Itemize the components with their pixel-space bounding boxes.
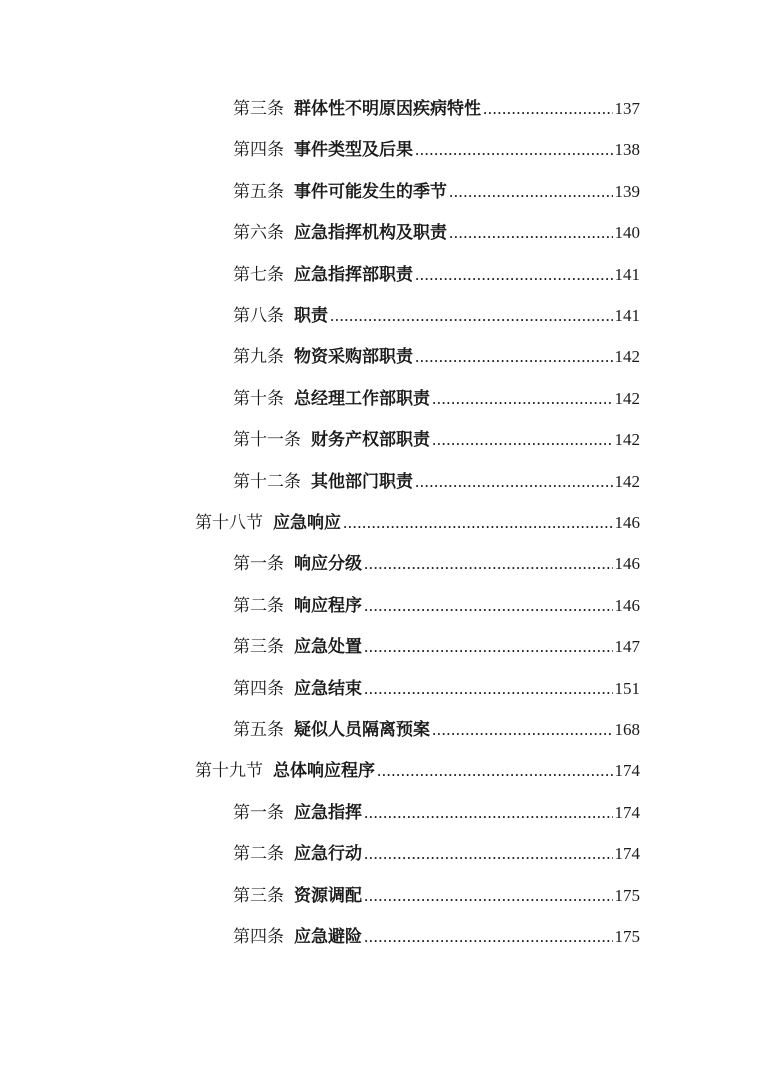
toc-entry-page-number: 141 xyxy=(614,264,640,284)
toc-article-entry[interactable] xyxy=(233,800,640,826)
dot-leader xyxy=(415,137,613,163)
toc-entry-number: 第六条 xyxy=(233,223,284,244)
toc-entry-title: 疑似人员隔离预案 xyxy=(294,720,430,740)
toc-entry-number: 第七条 xyxy=(233,264,284,285)
toc-article-entry[interactable] xyxy=(233,717,640,743)
toc-entry-number: 第三条 xyxy=(233,885,284,906)
toc-article-entry[interactable] xyxy=(233,179,640,205)
toc-entry-page-number: 174 xyxy=(614,844,640,864)
toc-entry-title: 应急指挥机构及职责 xyxy=(294,223,447,244)
toc-article-entry[interactable] xyxy=(233,386,640,412)
toc-entry-title: 资源调配 xyxy=(294,885,362,906)
toc-entry-title: 应急指挥部职责 xyxy=(294,264,413,285)
toc-article-entry[interactable] xyxy=(233,469,640,495)
toc-article-entry[interactable] xyxy=(233,634,640,660)
toc-article-entry[interactable] xyxy=(233,924,640,950)
toc-entry-title: 群体性不明原因疾病特性 xyxy=(294,99,481,119)
dot-leader xyxy=(415,262,613,288)
toc-entry-number: 第十二条 xyxy=(233,471,301,492)
toc-entry-page-number: 142 xyxy=(614,471,640,491)
toc-entry-title: 总经理工作部职责 xyxy=(294,388,430,409)
dot-leader xyxy=(364,676,613,702)
dot-leader xyxy=(364,800,613,826)
toc-article-entry[interactable] xyxy=(233,303,640,329)
toc-entry-number: 第二条 xyxy=(233,595,284,616)
toc-entry-title: 其他部门职责 xyxy=(311,471,413,492)
dot-leader xyxy=(364,924,613,950)
dot-leader xyxy=(364,551,613,577)
toc-entry-page-number: 142 xyxy=(614,388,640,408)
toc-entry-page-number: 139 xyxy=(614,181,640,201)
toc-entry-page-number: 151 xyxy=(614,678,640,698)
toc-article-entry[interactable] xyxy=(233,841,640,867)
toc-entry-page-number: 141 xyxy=(614,306,640,325)
toc-entry-title: 响应分级 xyxy=(294,554,362,575)
toc-entry-title: 应急指挥 xyxy=(294,802,362,823)
toc-entry-page-number: 137 xyxy=(614,99,640,118)
toc-entry-page-number: 146 xyxy=(614,595,640,615)
toc-entry-title: 物资采购部职责 xyxy=(294,347,413,368)
toc-article-entry[interactable] xyxy=(233,676,640,702)
toc-entry-page-number: 175 xyxy=(614,885,640,905)
toc-article-entry[interactable] xyxy=(233,593,640,619)
toc-article-entry[interactable] xyxy=(233,883,640,909)
toc-entry-page-number: 174 xyxy=(614,802,640,822)
toc-entry-title: 响应程序 xyxy=(294,595,362,616)
dot-leader xyxy=(343,510,613,536)
toc-entry-title: 事件类型及后果 xyxy=(294,140,413,161)
dot-leader xyxy=(415,344,613,370)
dot-leader xyxy=(449,220,613,246)
toc-entry-number: 第八条 xyxy=(233,306,284,326)
toc-entry-page-number: 138 xyxy=(614,140,640,160)
toc-article-entry[interactable] xyxy=(233,137,640,163)
toc-entry-page-number: 175 xyxy=(614,927,640,946)
toc-entry-title: 职责 xyxy=(294,306,328,326)
dot-leader xyxy=(377,758,613,784)
dot-leader xyxy=(449,179,613,205)
toc-entry-number: 第二条 xyxy=(233,844,284,865)
toc-entry-number: 第十一条 xyxy=(233,430,301,451)
toc-entry-page-number: 147 xyxy=(614,637,640,657)
toc-article-entry[interactable] xyxy=(233,551,640,577)
toc-entry-number: 第三条 xyxy=(233,637,284,658)
toc-entry-title: 应急处置 xyxy=(294,637,362,658)
dot-leader xyxy=(364,883,613,909)
toc-entry-number: 第三条 xyxy=(233,99,284,119)
toc-entry-page-number: 174 xyxy=(614,761,640,781)
dot-leader xyxy=(364,593,613,619)
toc-entry-page-number: 142 xyxy=(614,430,640,450)
dot-leader xyxy=(483,96,613,122)
toc-entry-page-number: 168 xyxy=(614,720,640,739)
dot-leader xyxy=(330,303,613,329)
dot-leader xyxy=(364,841,613,867)
toc-article-entry[interactable] xyxy=(233,427,640,453)
toc-entry-page-number: 146 xyxy=(614,554,640,574)
toc-entry-title: 事件可能发生的季节 xyxy=(294,181,447,202)
toc-entry-number: 第九条 xyxy=(233,347,284,368)
toc-article-entry[interactable] xyxy=(233,96,640,122)
dot-leader xyxy=(432,427,613,453)
toc-entry-number: 第四条 xyxy=(233,678,284,699)
toc-entry-title: 应急行动 xyxy=(294,844,362,865)
dot-leader xyxy=(432,717,613,743)
dot-leader xyxy=(415,469,613,495)
toc-entry-page-number: 146 xyxy=(614,513,640,532)
toc-entry-number: 第一条 xyxy=(233,554,284,575)
dot-leader xyxy=(364,634,613,660)
toc-entry-number: 第四条 xyxy=(233,927,284,947)
dot-leader xyxy=(432,386,613,412)
toc-entry-number: 第五条 xyxy=(233,720,284,740)
toc-entry-page-number: 140 xyxy=(614,223,640,243)
toc-entry-title: 应急响应 xyxy=(273,513,341,533)
toc-entry-title: 应急结束 xyxy=(294,678,362,699)
toc-entry-number: 第四条 xyxy=(233,140,284,161)
toc-entry-number: 第五条 xyxy=(233,181,284,202)
toc-entry-title: 应急避险 xyxy=(294,927,362,947)
toc-section-entry[interactable] xyxy=(195,758,640,784)
toc-article-entry[interactable] xyxy=(233,344,640,370)
toc-entry-page-number: 142 xyxy=(614,347,640,367)
toc-entry-number: 第十八节 xyxy=(195,513,263,533)
toc-section-entry[interactable] xyxy=(195,510,640,536)
toc-entry-title: 总体响应程序 xyxy=(273,761,375,782)
toc-entry-number: 第十条 xyxy=(233,388,284,409)
toc-article-entry[interactable] xyxy=(233,220,640,246)
toc-entry-title: 财务产权部职责 xyxy=(311,430,430,451)
toc-entry-number: 第十九节 xyxy=(195,761,263,782)
toc-article-entry[interactable] xyxy=(233,262,640,288)
toc-entry-number: 第一条 xyxy=(233,802,284,823)
